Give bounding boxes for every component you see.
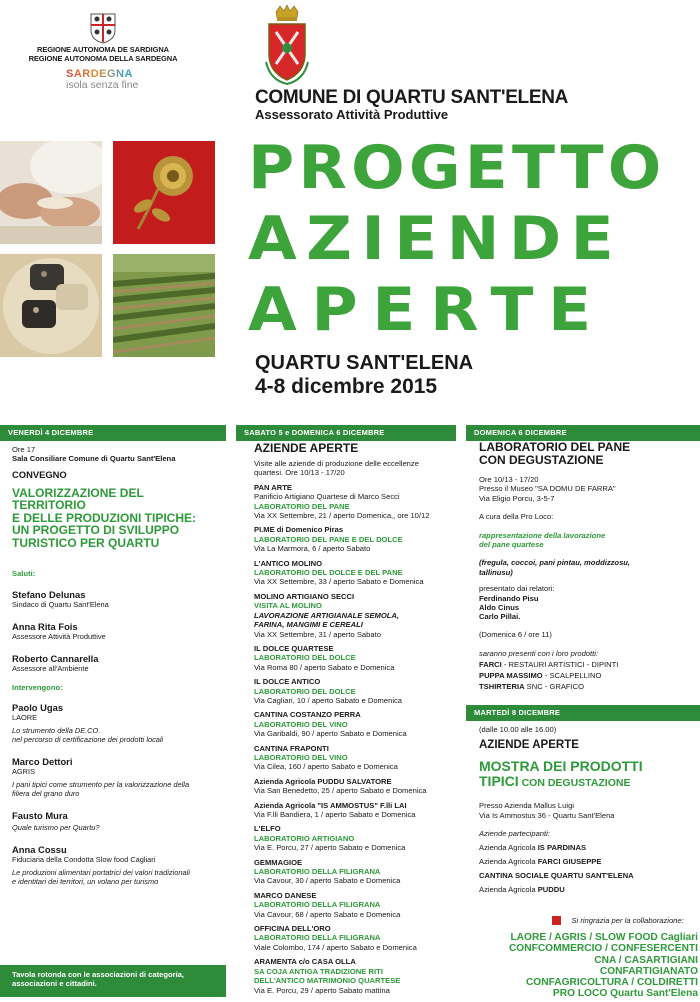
azienda-lab: LABORATORIO DEL VINO bbox=[254, 719, 348, 729]
bar-venerdi: VENERDÌ 4 DICEMBRE bbox=[0, 425, 226, 441]
azienda-lab: LABORATORIO DEL DOLCE bbox=[254, 653, 356, 663]
col3-via: Via Eligio Porcu, 3-5-7 bbox=[479, 493, 555, 503]
sardegna-logo: SARDEGNA isola senza fine bbox=[66, 68, 156, 91]
azienda-entry bbox=[254, 559, 454, 587]
azienda-line: Panificio Artigiano Quartese di Marco Secci bbox=[254, 492, 400, 502]
azienda-address: Via San Benedetto, 25 / aperto Sabato e Domenica bbox=[254, 786, 427, 796]
saranno-presenti: saranno presenti con i loro prodotti: bbox=[479, 649, 599, 659]
saluti-label: Saluti: bbox=[12, 569, 36, 579]
bar-sabato-domenica: SABATO 5 e DOMENICA 6 DICEMBRE bbox=[236, 425, 456, 441]
bar-domenica: DOMENICA 6 DICEMBRE bbox=[466, 425, 700, 441]
convegno-title: VALORIZZAZIONE DEL TERRITORIO E DELLE PRODUZIONI TIPICHE: UN PROGETTO DI SVILUPPO TURISTICO PER QUARTU bbox=[12, 485, 197, 550]
azienda-lab: LABORATORIO DEL PANE bbox=[254, 501, 350, 511]
azienda-entry bbox=[254, 924, 454, 952]
title-line-2: AZIENDE bbox=[248, 204, 624, 274]
photo-vineyard bbox=[113, 254, 215, 357]
intervengono-label: Intervengono: bbox=[12, 682, 63, 692]
azienda-address: Viale Colombo, 174 / aperto Sabato e Domenica bbox=[254, 942, 417, 952]
azienda-name: IL DOLCE ANTICO bbox=[254, 677, 321, 687]
col3-presso: Presso il Museo "SA DOMU DE FARRA" bbox=[479, 484, 616, 494]
speaker: Anna Rita Fois Assessore Attività Produttive bbox=[12, 620, 106, 641]
ringrazia-row: Si ringrazia per la collaborazione: bbox=[552, 912, 700, 930]
azienda-name: L'ANTICO MOLINO bbox=[254, 558, 323, 568]
saluti-list bbox=[12, 589, 224, 673]
azienda-entry bbox=[254, 777, 454, 796]
prodotti-list: FARCI - RESTAURI ARTISTICI - DIPINTI PUPPA MASSIMO - SCALPELLINO TSHIRTERIA SNC - GRAFICO bbox=[479, 659, 619, 691]
speaker: Roberto Cannarella Assessore all'Ambiente bbox=[12, 652, 99, 673]
azienda-address: Via XX Settembre, 33 / aperto Sabato e Domenica bbox=[254, 577, 424, 587]
azienda-lab: VISITA AL MOLINO bbox=[254, 601, 322, 611]
azienda-address: Via Cilea, 160 / aperto Sabato e Domenica bbox=[254, 762, 398, 772]
photo-hands-bread bbox=[0, 141, 102, 244]
azienda-name: L'ELFO bbox=[254, 824, 281, 834]
col1-sala: Sala Consiliare Comune di Quartu Sant'Elena bbox=[12, 454, 176, 464]
azienda-lab: SA COJA ANTIGA TRADIZIONE RITI bbox=[254, 966, 383, 976]
col1-convegno: CONVEGNO bbox=[12, 468, 67, 480]
azienda-address: Via F.lli Bandiera, 1 / aperto Sabato e Domenica bbox=[254, 810, 416, 819]
azienda-lab: LABORATORIO ARTIGIANO bbox=[254, 833, 355, 843]
photo-sweets bbox=[0, 254, 102, 357]
azienda-lab: LABORATORIO DELLA FILIGRANA bbox=[254, 900, 381, 910]
azienda-entry bbox=[254, 957, 454, 995]
col2-entries bbox=[254, 483, 454, 995]
azienda-name: MARCO DANESE bbox=[254, 890, 317, 900]
col2-heading: AZIENDE APERTE bbox=[254, 441, 359, 455]
region-name: REGIONE AUTONOMA DE SARDIGNA REGIONE AUTONOMA DELLA SARDEGNA bbox=[28, 45, 178, 63]
aziende-list: Azienda Agricola IS PARDINAS Azienda Agricola FARCI GIUSEPPE CANTINA SOCIALE QUARTU SANT'ELENA Azienda Agricola PUDDU bbox=[479, 842, 634, 894]
azienda-entry bbox=[254, 744, 454, 772]
partecipanti-label: Aziende partecipanti: bbox=[479, 829, 550, 839]
comune-crest bbox=[262, 2, 312, 86]
aziende-aperte: AZIENDE APERTE bbox=[479, 739, 579, 752]
region-coat-of-arms bbox=[88, 12, 118, 44]
tavola-rotonda-box: Tavola rotonda con le associazioni di categoria, associazioni e cittadini. bbox=[0, 965, 226, 997]
azienda-lab: LABORATORIO DEL DOLCE E DEL PANE bbox=[254, 568, 403, 578]
event-dates: 4-8 dicembre 2015 bbox=[255, 375, 438, 398]
azienda-address: Via XX Settembre, 21 / aperto Domenica,, ore 10/12 bbox=[254, 511, 430, 521]
city-name: QUARTU SANT'ELENA bbox=[255, 352, 474, 374]
panel-list bbox=[12, 702, 224, 886]
lab-title: LABORATORIO DEL PANE CON DEGUSTAZIONE bbox=[479, 440, 631, 467]
speaker: Stefano Delunas Sindaco di Quartu Sant'Elena bbox=[12, 588, 109, 609]
azienda-lab: LAVORAZIONE ARTIGIANALE SEMOLA, bbox=[254, 610, 399, 620]
via-azienda: Via Is Ammostus 36 - Quartu Sant'Elena bbox=[479, 810, 615, 820]
col1-content bbox=[12, 445, 224, 886]
azienda-lab: FARINA, MANGIMI E CEREALI bbox=[254, 620, 363, 630]
azienda-address: Via Cavour, 68 / aperto Sabato e Domenica bbox=[254, 909, 401, 919]
azienda-entry bbox=[254, 891, 454, 919]
azienda-entry bbox=[254, 824, 454, 852]
azienda-address: Via E. Porcu, 27 / aperto Sabato e Domenica bbox=[254, 843, 406, 853]
azienda-name: Azienda Agricola PUDDU SALVATORE bbox=[254, 776, 392, 786]
azienda-name: Azienda Agricola "IS AMMOSTUS" F.lli LAI bbox=[254, 800, 407, 810]
azienda-address: Via E. Porcu, 29 / aperto Sabato mattina bbox=[254, 985, 390, 995]
main-title bbox=[248, 133, 666, 345]
col3-ore: Ore 10/13 - 17/20 bbox=[479, 475, 539, 484]
title-line-1: PROGETTO bbox=[248, 133, 666, 203]
panelist: Anna Cossu Fiduciaria della Condotta Slow food Cagliari Le produzioni alimentari portatrici dei valori tradizionali e identitari dei territori, un volano per turismo bbox=[12, 844, 190, 887]
col1-ore: Ore 17 bbox=[12, 445, 36, 454]
col3-top bbox=[479, 441, 697, 692]
col2-content bbox=[254, 441, 454, 995]
azienda-entry bbox=[254, 483, 454, 521]
presentato: presentato dai relatori: bbox=[479, 584, 555, 594]
assessorato: Assessorato Attività Produttive bbox=[255, 107, 449, 122]
photo-filigree bbox=[113, 141, 215, 244]
azienda-lab: DELL'ANTICO MATRIMONIO QUARTESE bbox=[254, 976, 401, 986]
col3-bottom bbox=[479, 725, 697, 897]
panelist: Marco Dettori AGRIS I pani tipici come strumento per la valorizzazione della filiera del grano duro bbox=[12, 756, 190, 799]
azienda-lab: LABORATORIO DEL PANE E DEL DOLCE bbox=[254, 534, 403, 544]
sponsors: LAORE / AGRIS / SLOW FOOD Cagliari CONFCOMMERCIO / CONFESERCENTI CNA / CASARTIGIANI CONFARTIGIANATO CONFAGRICOLTURA / COLDIRETTI PRO LOCO Quartu Sant'Elena bbox=[508, 932, 698, 1000]
panelist: Fausto Mura Quale turismo per Quartu? bbox=[12, 810, 100, 833]
azienda-entry bbox=[254, 858, 454, 886]
azienda-entry bbox=[254, 592, 454, 639]
comune-title: COMUNE DI QUARTU SANT'ELENA bbox=[255, 87, 569, 108]
azienda-entry bbox=[254, 801, 454, 820]
azienda-entry bbox=[254, 677, 454, 705]
azienda-name: CANTINA COSTANZO PERRA bbox=[254, 710, 361, 720]
orario: (dalle 10.00 alle 16.00) bbox=[479, 725, 557, 734]
azienda-name: MOLINO ARTIGIANO SECCI bbox=[254, 591, 355, 601]
relatori: Ferdinando Pisu Aldo Cinus Carlo Pillai. bbox=[479, 593, 539, 622]
azienda-entry bbox=[254, 710, 454, 738]
domenica-ore: (Domenica 6 / ore 11) bbox=[479, 629, 552, 639]
azienda-lab: LABORATORIO DELLA FILIGRANA bbox=[254, 933, 381, 943]
azienda-name: GEMMAGIOE bbox=[254, 857, 303, 867]
fregula: (fregula, coccoi, pani pintau, moddizzosu, tallinusu) bbox=[479, 558, 631, 577]
azienda-entry bbox=[254, 525, 454, 553]
azienda-lab: LABORATORIO DELLA FILIGRANA bbox=[254, 867, 381, 877]
rappresentazione: rappresentazione della lavorazione del pane quartese bbox=[479, 530, 606, 550]
title-line-3: APERTE bbox=[248, 275, 606, 345]
red-square-icon bbox=[552, 916, 561, 925]
col2-intro: Visite alle aziende di produzione delle eccellenze quartesi. Ore 10/13 - 17/20 bbox=[254, 459, 419, 478]
azienda-name: IL DOLCE QUARTESE bbox=[254, 643, 334, 653]
azienda-name: CANTINA FRAPONTI bbox=[254, 743, 329, 753]
col3-cura: A cura della Pro Loco: bbox=[479, 512, 554, 522]
panelist: Paolo Ugas LAORE Lo strumento della DE.CO. nel percorso di certificazione dei prodotti locali bbox=[12, 702, 164, 745]
azienda-address: Via Garibaldi, 90 / aperto Sabato e Domenica bbox=[254, 729, 407, 739]
azienda-address: Via Roma 80 / aperto Sabato e Domenica bbox=[254, 662, 395, 672]
azienda-name: PI.ME di Domenico Piras bbox=[254, 525, 344, 535]
azienda-entry bbox=[254, 644, 454, 672]
azienda-address: Via La Marmora, 6 / aperto Sabato bbox=[254, 544, 371, 554]
presso-azienda: Presso Azienda Mallus Luigi bbox=[479, 801, 574, 811]
azienda-lab: LABORATORIO DEL DOLCE bbox=[254, 686, 356, 696]
azienda-address: Via Cagliari, 10 / aperto Sabato e Domenica bbox=[254, 695, 403, 705]
azienda-address: Via Cavour, 30 / aperto Sabato e Domenica bbox=[254, 876, 401, 886]
mostra-title: MOSTRA DEI PRODOTTI TIPICI CON DEGUSTAZIONE bbox=[479, 758, 643, 790]
azienda-name: ARAMENTA c/o CASA OLLA bbox=[254, 957, 356, 967]
azienda-name: PAN ARTE bbox=[254, 482, 292, 492]
azienda-address: Via XX Settembre, 31 / aperto Sabato bbox=[254, 629, 381, 639]
azienda-name: OFFICINA DELL'ORO bbox=[254, 924, 331, 934]
azienda-lab: LABORATORIO DEL VINO bbox=[254, 752, 348, 762]
bar-martedi: MARTEDÌ 8 DICEMBRE bbox=[466, 705, 700, 721]
